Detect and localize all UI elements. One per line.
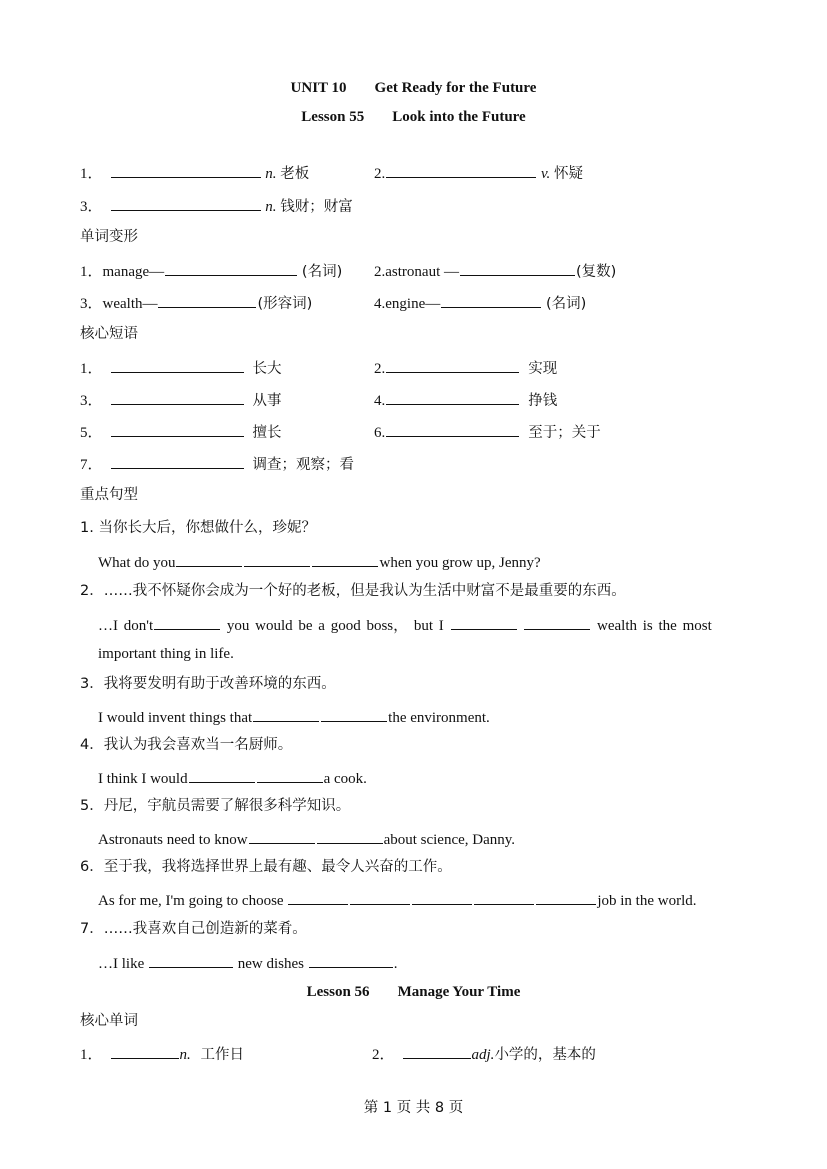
phrase-item: 3． 从事 — [80, 389, 282, 411]
answer-blank[interactable] — [111, 195, 261, 211]
answer-blank[interactable] — [257, 767, 323, 783]
answer-blank[interactable] — [386, 357, 519, 373]
page-footer: 第 1 页 共 8 页 — [363, 1100, 464, 1116]
answer-blank[interactable] — [524, 614, 590, 630]
sentence-cn: 2．……我不怀疑你会成为一个好的老板，但是我认为生活中财富不是最重要的东西。 — [80, 583, 626, 599]
answer-blank[interactable] — [317, 828, 383, 844]
answer-blank[interactable] — [386, 421, 519, 437]
answer-blank[interactable] — [403, 1043, 471, 1059]
answer-blank[interactable] — [154, 614, 220, 630]
sentence-cn: 6．至于我，我将选择世界上最有趣、最令人兴奋的工作。 — [80, 859, 452, 875]
answer-blank[interactable] — [111, 1043, 179, 1059]
answer-blank[interactable] — [386, 389, 519, 405]
answer-blank[interactable] — [460, 260, 575, 276]
sentence-en: …I like new dishes . — [98, 952, 398, 974]
answer-blank[interactable] — [149, 952, 233, 968]
section-heading: 核心单词 — [80, 1013, 138, 1029]
answer-blank[interactable] — [321, 706, 387, 722]
sentence-cn: 7．……我喜欢自己创造新的菜肴。 — [80, 921, 307, 937]
answer-blank[interactable] — [111, 389, 244, 405]
lesson56-title: Lesson 56 Manage Your Time — [306, 984, 521, 1000]
answer-blank[interactable] — [451, 614, 517, 630]
phrase-item: 4. 挣钱 — [374, 389, 557, 411]
vocab-item: 3． n. 钱财；财富 — [80, 195, 353, 217]
sentence-en: I think I would a cook. — [98, 767, 367, 789]
sentence-cn: 4．我认为我会喜欢当一名厨师。 — [80, 737, 293, 753]
answer-blank[interactable] — [111, 453, 244, 469]
answer-blank[interactable] — [350, 889, 410, 905]
form-item: 1．manage— (名词) — [80, 260, 342, 282]
answer-blank[interactable] — [189, 767, 255, 783]
answer-blank[interactable] — [312, 551, 378, 567]
vocab-item: 2． adj.小学的，基本的 — [372, 1043, 596, 1065]
phrase-item: 6. 至于；关于 — [374, 421, 601, 443]
answer-blank[interactable] — [111, 357, 244, 373]
answer-blank[interactable] — [111, 421, 244, 437]
unit-title: UNIT 10 Get Ready for the Future — [290, 80, 537, 96]
form-item: 3．wealth— (形容词) — [80, 292, 312, 314]
vocab-item: 1． n. 工作日 — [80, 1043, 244, 1065]
answer-blank[interactable] — [441, 292, 541, 308]
sentence-en: Astronauts need to know about science, Danny. — [98, 828, 515, 850]
vocab-item: 2. v. 怀疑 — [374, 162, 583, 184]
section-heading: 重点句型 — [80, 487, 138, 503]
answer-blank[interactable] — [253, 706, 319, 722]
sentence-cn: 5．丹尼，宇航员需要了解很多科学知识。 — [80, 798, 351, 814]
answer-blank[interactable] — [288, 889, 348, 905]
phrase-item: 5． 擅长 — [80, 421, 282, 443]
form-item: 2.astronaut — (复数) — [374, 260, 616, 282]
sentence-cn: 1. 当你长大后，你想做什么，珍妮？ — [80, 520, 316, 536]
answer-blank[interactable] — [244, 551, 310, 567]
answer-blank[interactable] — [474, 889, 534, 905]
answer-blank[interactable] — [249, 828, 315, 844]
phrase-item: 7． 调查；观察；看 — [80, 453, 354, 475]
answer-blank[interactable] — [176, 551, 242, 567]
answer-blank[interactable] — [165, 260, 297, 276]
answer-blank[interactable] — [386, 162, 536, 178]
sentence-en: What do you when you grow up, Jenny? — [98, 551, 541, 573]
answer-blank[interactable] — [536, 889, 596, 905]
vocab-item: 1． n. 老板 — [80, 162, 309, 184]
answer-blank[interactable] — [111, 162, 261, 178]
section-heading: 单词变形 — [80, 229, 138, 245]
sentence-en: important thing in life. — [98, 646, 234, 662]
answer-blank[interactable] — [309, 952, 393, 968]
sentence-en: I would invent things that the environment. — [98, 706, 490, 728]
phrase-item: 1． 长大 — [80, 357, 282, 379]
lesson55-title: Lesson 55 Look into the Future — [301, 109, 526, 125]
section-heading: 核心短语 — [80, 326, 138, 342]
phrase-item: 2. 实现 — [374, 357, 557, 379]
sentence-en: …I don't you would be a good boss， but I wealth is the most — [98, 614, 712, 636]
sentence-cn: 3．我将要发明有助于改善环境的东西。 — [80, 676, 336, 692]
sentence-en: As for me, I'm going to choose job in the world. — [98, 889, 697, 911]
form-item: 4.engine— (名词) — [374, 292, 586, 314]
answer-blank[interactable] — [412, 889, 472, 905]
answer-blank[interactable] — [158, 292, 256, 308]
